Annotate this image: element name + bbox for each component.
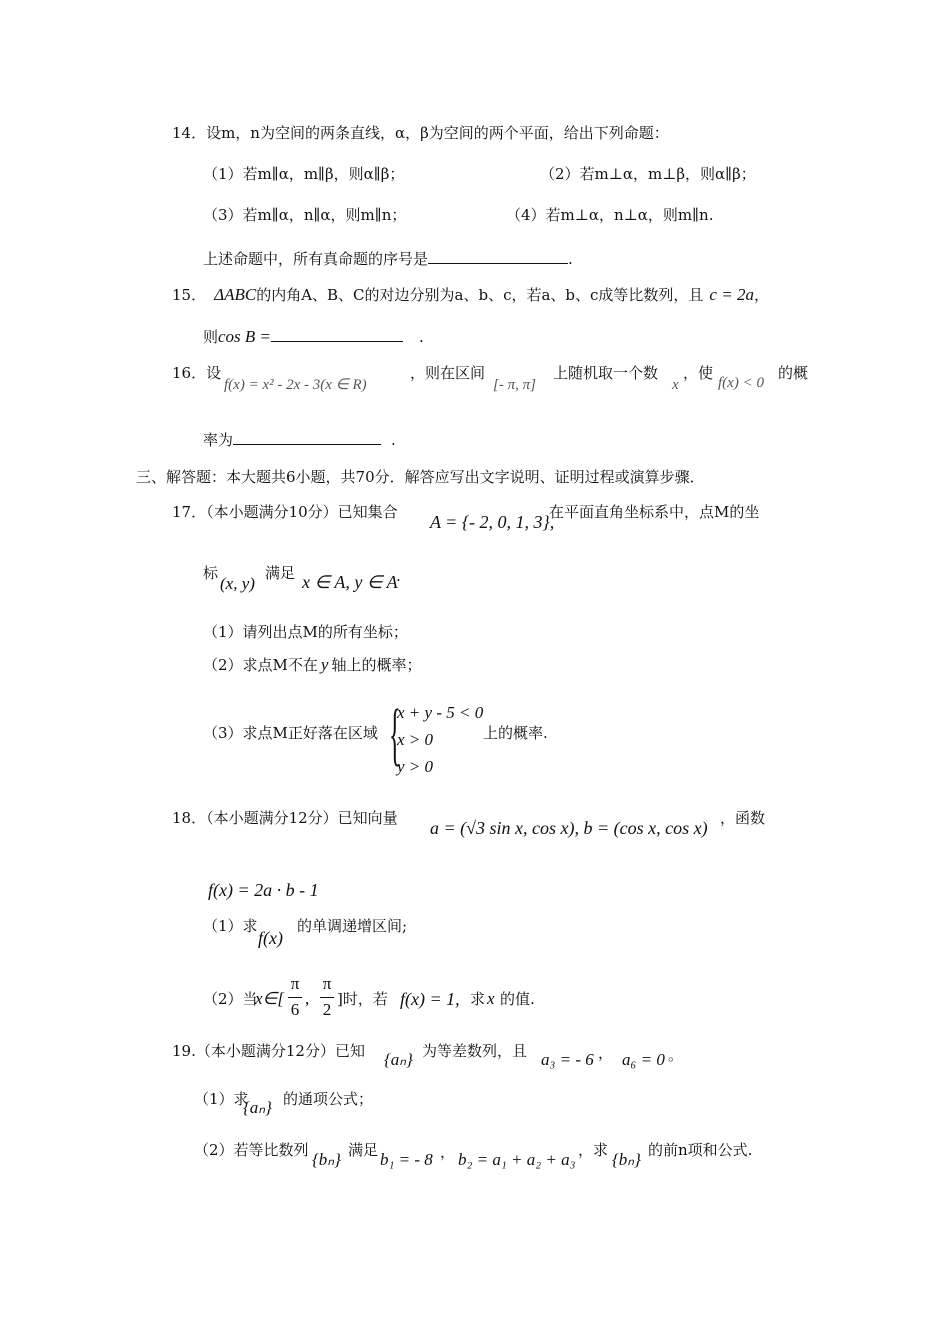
q18-pi-1: π (290, 974, 300, 993)
q19-sep-2: ， (440, 1143, 456, 1161)
q15-line2 (203, 327, 424, 347)
q16-text4: 的概 (778, 364, 809, 382)
q18-part-2-x: x∈[ (255, 989, 284, 1008)
q18-two: 2 (322, 1000, 332, 1019)
q17-text2: 在平面直角坐标系中，点M的坐 (549, 503, 760, 521)
q18-part-2-a: （2）当 (203, 990, 258, 1008)
q15-triangle: ΔABC (214, 285, 257, 304)
q15-line1 (172, 285, 769, 305)
q19-bn-2: {bₙ} (612, 1150, 641, 1169)
q17-part-2 (203, 655, 421, 675)
q17-system-line-1: x + y - 5 < 0 (397, 703, 484, 722)
q18-frac-1-bar (288, 997, 302, 998)
q18-pi-2: π (322, 974, 332, 993)
q17-coord: (x, y) (220, 574, 255, 593)
q17-coord-label: 标 (203, 564, 219, 582)
q18-vectors: a = (√3 sin x, cos x), b = (cos x, cos x) (430, 818, 708, 838)
q19-part-2-d: 的前n项和公式. (648, 1141, 753, 1159)
q19-part-2-a: （2）若等比数列 (194, 1141, 309, 1159)
q16-end: . (391, 431, 396, 449)
q15-end: . (419, 328, 424, 346)
q18-part-2-d: 求 (470, 990, 486, 1008)
q19-b1: b₁ = - 8 (380, 1150, 433, 1169)
q14-proposition-4: （4）若m⊥α，n⊥α，则m∥n. (506, 206, 714, 224)
q19-an: {aₙ} (384, 1050, 413, 1069)
q14-ask: 上述命题中，所有真命题的序号是 (203, 250, 429, 268)
q17-part-2-a: （2）求点M不在 (203, 656, 318, 674)
q18-function: f(x) = 2a · b - 1 (208, 880, 319, 900)
q19-sep: ， (598, 1044, 614, 1062)
q18-frac-2-denominator (320, 1000, 334, 1020)
q18-part-2-eq: f(x) = 1, (400, 989, 460, 1009)
q17-stem: 17．（本小题满分10分）已知集合 (172, 503, 398, 521)
q19-part-1-b: 的通项公式； (283, 1090, 374, 1108)
q14-end: . (568, 250, 573, 268)
q18-six: 6 (290, 1000, 300, 1019)
q18-part-1-a: （1）求 (203, 917, 258, 935)
q16-line2 (203, 430, 396, 450)
q14-proposition-2: （2）若m⊥α，m⊥β，则α∥β； (540, 165, 756, 183)
q17-satisfy: 满足 (265, 564, 296, 582)
q16-inequality: f(x) < 0 (718, 375, 764, 391)
q17-set: A = {- 2, 0, 1, 3}, (430, 512, 555, 532)
q15-cos: cos B = (218, 327, 272, 346)
q15-answer-blank[interactable] (271, 327, 403, 342)
q18-function-label: ，函数 (720, 809, 766, 827)
q18-frac-1-denominator (288, 1000, 302, 1020)
q17-system-line-2: x > 0 (397, 730, 434, 749)
q19-a6: a₆ = 0 (622, 1050, 665, 1069)
q15-text: 的内角A、B、C的对边分别为a、b、c，若a、b、c成等比数列，且 (256, 286, 704, 304)
q15-condition: c = 2a (709, 285, 754, 304)
q18-frac-2-bar (320, 997, 334, 998)
q17-system-line-3: y > 0 (397, 757, 434, 776)
q18-part-2-e: 的值. (500, 990, 535, 1008)
q19-b2: b₂ = a₁ + a₂ + a₃ (458, 1150, 576, 1169)
q18-part-2-xv: x (487, 989, 495, 1008)
q18-frac-2-numerator (320, 974, 334, 994)
q14-proposition-1: （1）若m∥α，m∥β，则α∥β； (203, 165, 405, 183)
q16-answer-blank[interactable] (233, 430, 381, 445)
q15-then: 则 (203, 328, 219, 346)
q18-part-1-f: f(x) (258, 928, 283, 948)
q19-a3: a₃ = - 6 (541, 1050, 594, 1069)
q15-num: 15． (172, 286, 207, 304)
q16-text3: ，使 (683, 364, 714, 382)
q19-part-1-an: {aₙ} (243, 1098, 272, 1117)
q17-dot: . (396, 567, 401, 585)
q16-text1: ，则在区间 (410, 364, 486, 382)
q16-interval: [- π, π] (493, 377, 536, 393)
q16-x-variable: x (672, 377, 679, 393)
q14-proposition-3: （3）若m∥α，n∥α，则m∥n； (203, 206, 407, 224)
q18-frac-1-numerator (288, 974, 302, 994)
q14-answer-blank[interactable] (428, 249, 568, 264)
q18-part-2-c: ]时，若 (337, 990, 388, 1008)
q18-stem: 18．（本小题满分12分）已知向量 (172, 809, 398, 827)
q16-text2: 上随机取一个数 (553, 364, 659, 382)
q18-comma: , (305, 989, 310, 1008)
q19-part-2-b: 满足 (348, 1141, 379, 1159)
q19-bn: {bₙ} (312, 1150, 341, 1169)
q19-part-1-a: （1）求 (194, 1090, 249, 1108)
q15-comma: ， (753, 286, 769, 304)
q17-condition: x ∈ A, y ∈ A (302, 572, 398, 592)
q17-part-3-a: （3）求点M正好落在区域 (203, 724, 378, 742)
q18-part-1-b: 的单调递增区间; (297, 917, 408, 935)
q17-part-2-y: y (320, 655, 329, 674)
q17-part-3-b: 上的概率. (483, 724, 548, 742)
q17-system-brace: { (389, 696, 401, 773)
q14-question (203, 249, 573, 269)
q17-part-1: （1）请列出点M的所有坐标； (203, 623, 408, 641)
q16-num: 16．设 (172, 364, 222, 382)
q17-part-2-b: 轴上的概率； (331, 656, 422, 674)
q16-function: f(x) = x² - 2x - 3(x ∈ R) (224, 377, 367, 393)
section-3-heading: 三、解答题：本大题共6小题，共70分．解答应写出文字说明、证明过程或演算步骤． (136, 468, 705, 486)
q19-part-2-c: ，求 (578, 1141, 609, 1159)
q19-dot: 。 (668, 1046, 684, 1064)
q19-stem: 19.（本小题满分12分）已知 (172, 1042, 365, 1060)
q14-stem: 14．设m，n为空间的两条直线，α，β为空间的两个平面，给出下列命题： (172, 124, 669, 142)
q19-text2: 为等差数列，且 (422, 1042, 528, 1060)
q16-rate: 率为 (203, 431, 234, 449)
